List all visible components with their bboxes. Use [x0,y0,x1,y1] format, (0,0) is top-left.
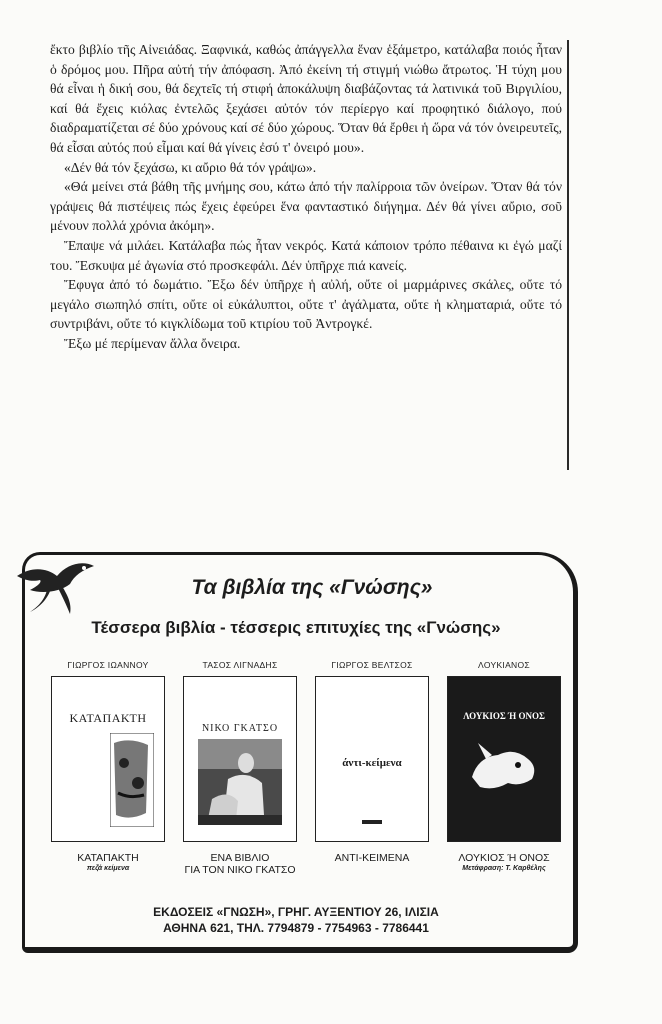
publisher-phone: ΑΘΗΝΑ 621, ΤΗΛ. 7794879 - 7754963 - 7786441 [163,921,429,935]
book-cover [51,676,165,842]
book-title: ΛΟΥΚΙΟΣ Ή ΟΝΟΣ [458,852,550,864]
paragraph: «Θά μείνει στά βάθη τῆς μνήμης σου, κάτω ἀπό τήν παλίρροια τῶν ὀνείρων. Ὅταν θά τόν γράψεις θά πιστέψεις πώς ἔχεις ἐφεύρει ἕνα φανταστικό διήγημα. Δέν θά γίνει αὔριο, σοῦ μένουν πολλά χρόνια ἀκόμη». [50,179,562,234]
paragraph: Ἔξω μέ περίμεναν ἄλλα ὄνειρα. [64,335,241,351]
publisher-info [22,904,570,936]
paragraph: Ἔπαψε νά μιλάει. Κατάλαβα πώς ἦταν νεκρός. Κατά κάποιον τρόπο πέθαινα κι ἐγώ μαζί του. Ἔσκυψα μέ ἀγωνία στό προσκεφάλι. Δέν ὑπῆρχε πιά κανείς. [50,237,562,273]
book-advertisement [12,546,582,950]
publisher-mark-icon [360,817,384,827]
article-text [50,40,562,354]
cover-photo-icon [198,739,282,825]
ad-subtitle: Τέσσερα βιβλία - τέσσερις επιτυχίες της «Γνώσης» [91,618,501,637]
cover-illustration-icon [110,733,154,827]
paragraph: «Δέν θά τόν ξεχάσω, κι αὔριο θά τόν γράψω». [64,159,317,175]
book-author: ΓΙΩΡΓΟΣ ΙΩΑΝΝΟΥ [67,660,149,670]
book-item [440,660,568,874]
book-cover [183,676,297,842]
book-cover [447,676,561,842]
book-item [308,660,436,864]
book-title: ΕΝΑ ΒΙΒΛΙΟ [210,852,270,864]
book-author: ΓΙΩΡΓΟΣ ΒΕΛΤΣΟΣ [331,660,413,670]
cover-title: άντι-κείμενα [342,757,402,769]
book-item [44,660,172,874]
publisher-address: ΕΚΔΟΣΕΙΣ «ΓΝΩΣΗ», ΓΡΗΓ. ΑΥΞΕΝΤΙΟΥ 26, ΙΛΙΣΙΑ [153,905,439,919]
book-author: ΛΟΥΚΙΑΝΟΣ [478,660,530,670]
book-subtitle: πεζά κείμενα [86,865,130,872]
paragraph: ἔκτο βιβλίο τῆς Αἰνειάδας. Ξαφνικά, καθώς ἀπάγγελλα ἕναν ἑξάμετρο, κατάλαβα ποιός ἦταν ὁ δρόμος μου. Πῆρα αὐτή τήν ἀπόφαση. Ἀπό ἐκείνη τή στιγμή νιώθω ἄτρωτος. Ἡ τύχη μου θά εἶναι ἡ δική σου, θά δεχτεῖς τή στιφή ἀποκάλυψη διαβάζοντας τά λατινικά τοῦ Βιργιλίου, καί θά ἔχεις κιόλας ἐντελῶς ξεχάσει αὐτόν τόν περίεργο καί προφητικό διάλογο, πού διαδραματίζεται σέ δύο χρόνους καί σέ δύο χώρους. Ὅταν θά ἔρθει ἡ ὥρα νά τόν ὀνειρευτεῖς, θά εἶσαι αὐτός πού εἶμαι καί θά γίνεις ἐσύ τ' ὀνειρό μου». [50,42,562,155]
cover-title: ΚΑΤΑΠΑΚΤΗ [69,711,147,725]
cover-title: ΝΙΚΟ ΓΚΑΤΣΟ [201,723,279,734]
book-translator: Μετάφραση: Τ. Καρθέλης [462,865,546,872]
book-cover [315,676,429,842]
book-title: ΑΝΤΙ-ΚΕΙΜΕΝΑ [334,852,410,864]
paragraph: Ἔφυγα ἀπό τό δωμάτιο. Ἔξω δέν ὑπῆρχε ἡ αὐλή, οὔτε οἱ μαρμάρινες σκάλες, οὔτε τό μεγάλο σιωπηλό σπίτι, οὔτε οἱ εὐκάλυπτοι, οὔτε τ' ἀγάλματα, οὔτε ἡ κληματαριά, οὔτε τό συντριβάνι, οὔτε τό κιγκλίδωμα τοῦ κτιρίου τοῦ Ἀντρογκέ. [50,277,562,332]
book-title: ΚΑΤΑΠΑΚΤΗ [77,852,139,864]
cover-title: ΛΟΥΚΙΟΣ Ή ΟΝΟΣ [463,711,545,721]
ad-title: Τα βιβλία της «Γνώσης» [191,576,433,599]
donkey-head-icon [468,737,542,797]
page-margin-rule [567,40,569,470]
book-title-line2: ΓΙΑ ΤΟΝ ΝΙΚΟ ΓΚΑΤΣΟ [184,864,296,876]
book-author: ΤΑΣΟΣ ΛΙΓΝΑΔΗΣ [202,660,278,670]
book-item [176,660,304,876]
